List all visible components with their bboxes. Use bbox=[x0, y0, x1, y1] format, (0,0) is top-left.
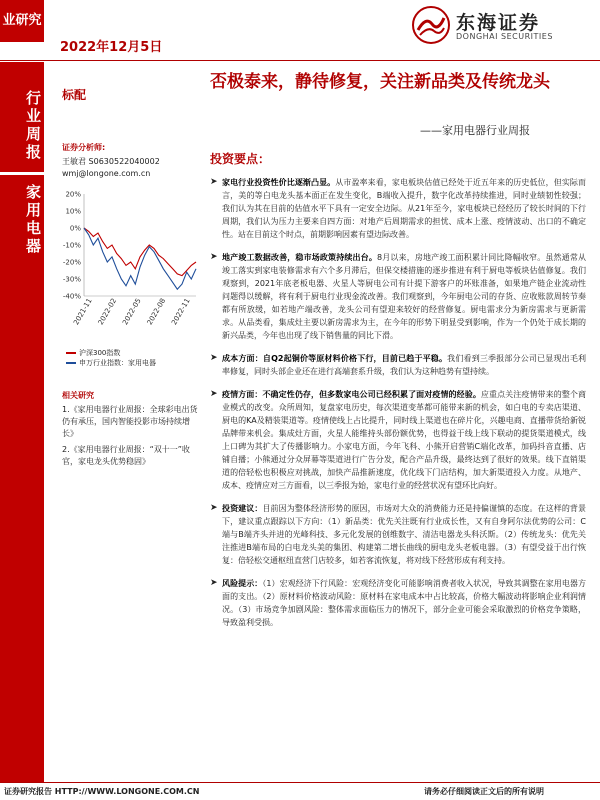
analyst-email[interactable]: wmj@longone.com.cn bbox=[62, 169, 151, 178]
key-point: ➤ 成本方面：自Q2起铜价等原材料价格下行，目前已趋于平稳。我们看到三季报部分公司已显现出毛利率修复，同时头部企业还在进行高端套系升级，我们认为这种趋势有望持续。 bbox=[210, 353, 586, 376]
x-tick-label: 2022-02 bbox=[96, 297, 119, 327]
logo-text-cn: 东海证券 bbox=[456, 12, 541, 34]
analyst-info bbox=[62, 156, 160, 180]
y-tick-label: 20% bbox=[65, 190, 81, 199]
footer-disclaimer: 请务必仔细阅读正文后的所有说明 bbox=[424, 787, 544, 796]
y-tick-label: 0% bbox=[69, 224, 81, 233]
key-points-heading: 投资要点： bbox=[210, 152, 271, 166]
side-band bbox=[0, 62, 44, 782]
analyst-label: 证券分析师: bbox=[62, 143, 106, 152]
key-point: ➤ 疫情方面：不确定性仍存，但多数家电公司已经积累了面对疫情的经验。应重点关注疫情带来的整个商业模式的改变。众所周知，复盘家电历史，每次渠道变革都可能带来新的机会，如白电的专卖店渠道、厨电的KA及精装渠道等。疫情使线上占比提升，同时线上渠道也在碎片化，兴趣电商、直播带货给新锐品牌带来机会。集成灶方面，火星人能维持头部份额优势，也得益于线上线下联动的提货渠道模式，线上口碑为其扩大了传播影响力。小家电方面，今年飞科、小熊开启营销C端化改革，加码抖音直播、店铺自播；小熊通过分众屏幕等渠道进行广告分发，配合产品升级，最终达到了很好的效果。线下直销渠道的倍轻松也积极应对挑战，加快产品推新速度，优化线下门店结构，加大新渠道投入力度。从地产、成本、疫情应对三方面看，以三季报为始，家电行业的经营状况有望环比向好。 bbox=[210, 389, 586, 490]
donghai-logo-icon bbox=[410, 4, 452, 46]
report-subtitle: ——家用电器行业周报 bbox=[420, 124, 530, 137]
related-research-label: 相关研究 bbox=[62, 391, 94, 400]
side-label-industry: 家用电器 bbox=[24, 184, 42, 256]
industry-rating: 标配 bbox=[62, 88, 87, 102]
report-type-tab: 业研究 bbox=[0, 0, 44, 42]
footer-left: 证券研究报告 HTTP://WWW.LONGONE.COM.CN bbox=[4, 787, 200, 796]
x-tick-label: 2022-05 bbox=[121, 297, 143, 327]
key-points-list bbox=[210, 176, 586, 639]
key-point: ➤ 家电行业投资性价比逐渐凸显。从市盈率来看，家电板块估值已经处于近五年来的历史低位，但实际而言，美的等白电龙头基本面正在发生变化，B端收入提升，数字化改革持续推进，同时业绩韧性较强；我们认为其在目前的估值水平下具有一定安全边际。从21年至今，家电板块已经经历了较长时间的下行周期，我们认为压力主要来自四方面：对地产后周期需求的担忧、成本上涨、疫情波动、出口的不确定性。站在目前这个时点，前期影响因素有望边际改善。 bbox=[210, 177, 587, 239]
x-tick-label: 2021-11 bbox=[72, 297, 94, 327]
legend-item: 沪深300指数 bbox=[66, 348, 156, 358]
legend-item: 申万行业指数：家用电器 bbox=[66, 358, 156, 368]
key-point: ➤ 投资建议：目前因为整体经济形势的原因，市场对大众的消费能力还是持偏谨慎的态度。在这样的背景下，建议重点跟踪以下方向：（1）新品类：优先关注既有行业成长性，又有自身阿尔法优势的公司：C端与B端齐头并进的光峰科技、多元化发展的创维数字、清洁电器龙头科沃斯。（2）传统龙头：优先关注推进B端布局的白电龙头美的集团、构建第二增长曲线的厨电龙头老板电器。（3）有望受益于出行恢复：倍轻松交通枢纽直营门店较多，如若客流恢复，将对线下经营形成有利支持。 bbox=[210, 503, 587, 565]
analyst-name: 王敏君 S0630522040002 bbox=[62, 157, 160, 166]
key-point: ➤ 风险提示：（1）宏观经济下行风险：宏观经济变化可能影响消费者收入状况，导致其调整在家用电器方面的支出。（2）原材料价格波动风险：原材料在家电成本中占比较高，价格大幅波动将影响企业利润情况。（3）市场竞争加剧风险：整体需求面临压力的情况下，部分企业可能会采取激烈的价格竞争策略，导致盈利受损。 bbox=[210, 578, 586, 627]
related-item[interactable]: 2.《家用电器行业周报：“双十一”收官，家电龙头优势稳固》 bbox=[62, 445, 190, 466]
side-separator bbox=[0, 172, 44, 175]
related-item[interactable]: 1.《家用电器行业周报：全球彩电出货仍有承压，国内智能投影市场持续增长》 bbox=[62, 405, 198, 438]
index-performance-chart bbox=[50, 188, 200, 348]
x-tick-label: 2022-11 bbox=[170, 297, 192, 327]
report-date: 2022年12月5日 bbox=[60, 40, 163, 55]
y-tick-label: -30% bbox=[62, 275, 81, 284]
footer-divider bbox=[0, 782, 600, 783]
y-tick-label: -40% bbox=[62, 292, 81, 301]
y-tick-label: -10% bbox=[62, 241, 81, 250]
header-divider bbox=[0, 60, 600, 61]
y-tick-label: -20% bbox=[62, 258, 81, 267]
x-tick-label: 2022-08 bbox=[145, 297, 168, 327]
key-point: ➤ 地产竣工数据改善，稳市场政策持续出台。8月以来，房地产竣工面积累计同比降幅收窄。虽然通常从竣工落实到家电装修需求有六个多月滞后，但保交楼措施的逐步推进有利于厨电等板块估值修复。我们观察到，2021年底老板电器、火星人等厨电公司有计提下游客户的坏账准备，如果地产链企业流动性问题得以缓解，将有利于厨电行业现金流改善。我们观察到，今年厨电公司的存货、应收账款周转节奏都有所放缓，如若地产端改善，龙头公司有望迎来较好的经营修复。厨电需求分为新房需求与更新需求。从品类看，集成灶主要以新房需求为主，在今年的形势下明显受到影响，作为一个仍处于成长期的新兴品类，今年也出现了线下销售量的同比下滑。 bbox=[210, 252, 586, 340]
report-title: 否极泰来，静待修复，关注新品类及传统龙头 bbox=[210, 72, 550, 92]
side-label-weekly: 行业周报 bbox=[24, 90, 42, 162]
logo-text-en: DONGHAI SECURITIES bbox=[456, 32, 553, 41]
chart-legend bbox=[66, 348, 156, 368]
y-tick-label: 10% bbox=[65, 207, 81, 216]
related-research-list bbox=[62, 404, 198, 472]
